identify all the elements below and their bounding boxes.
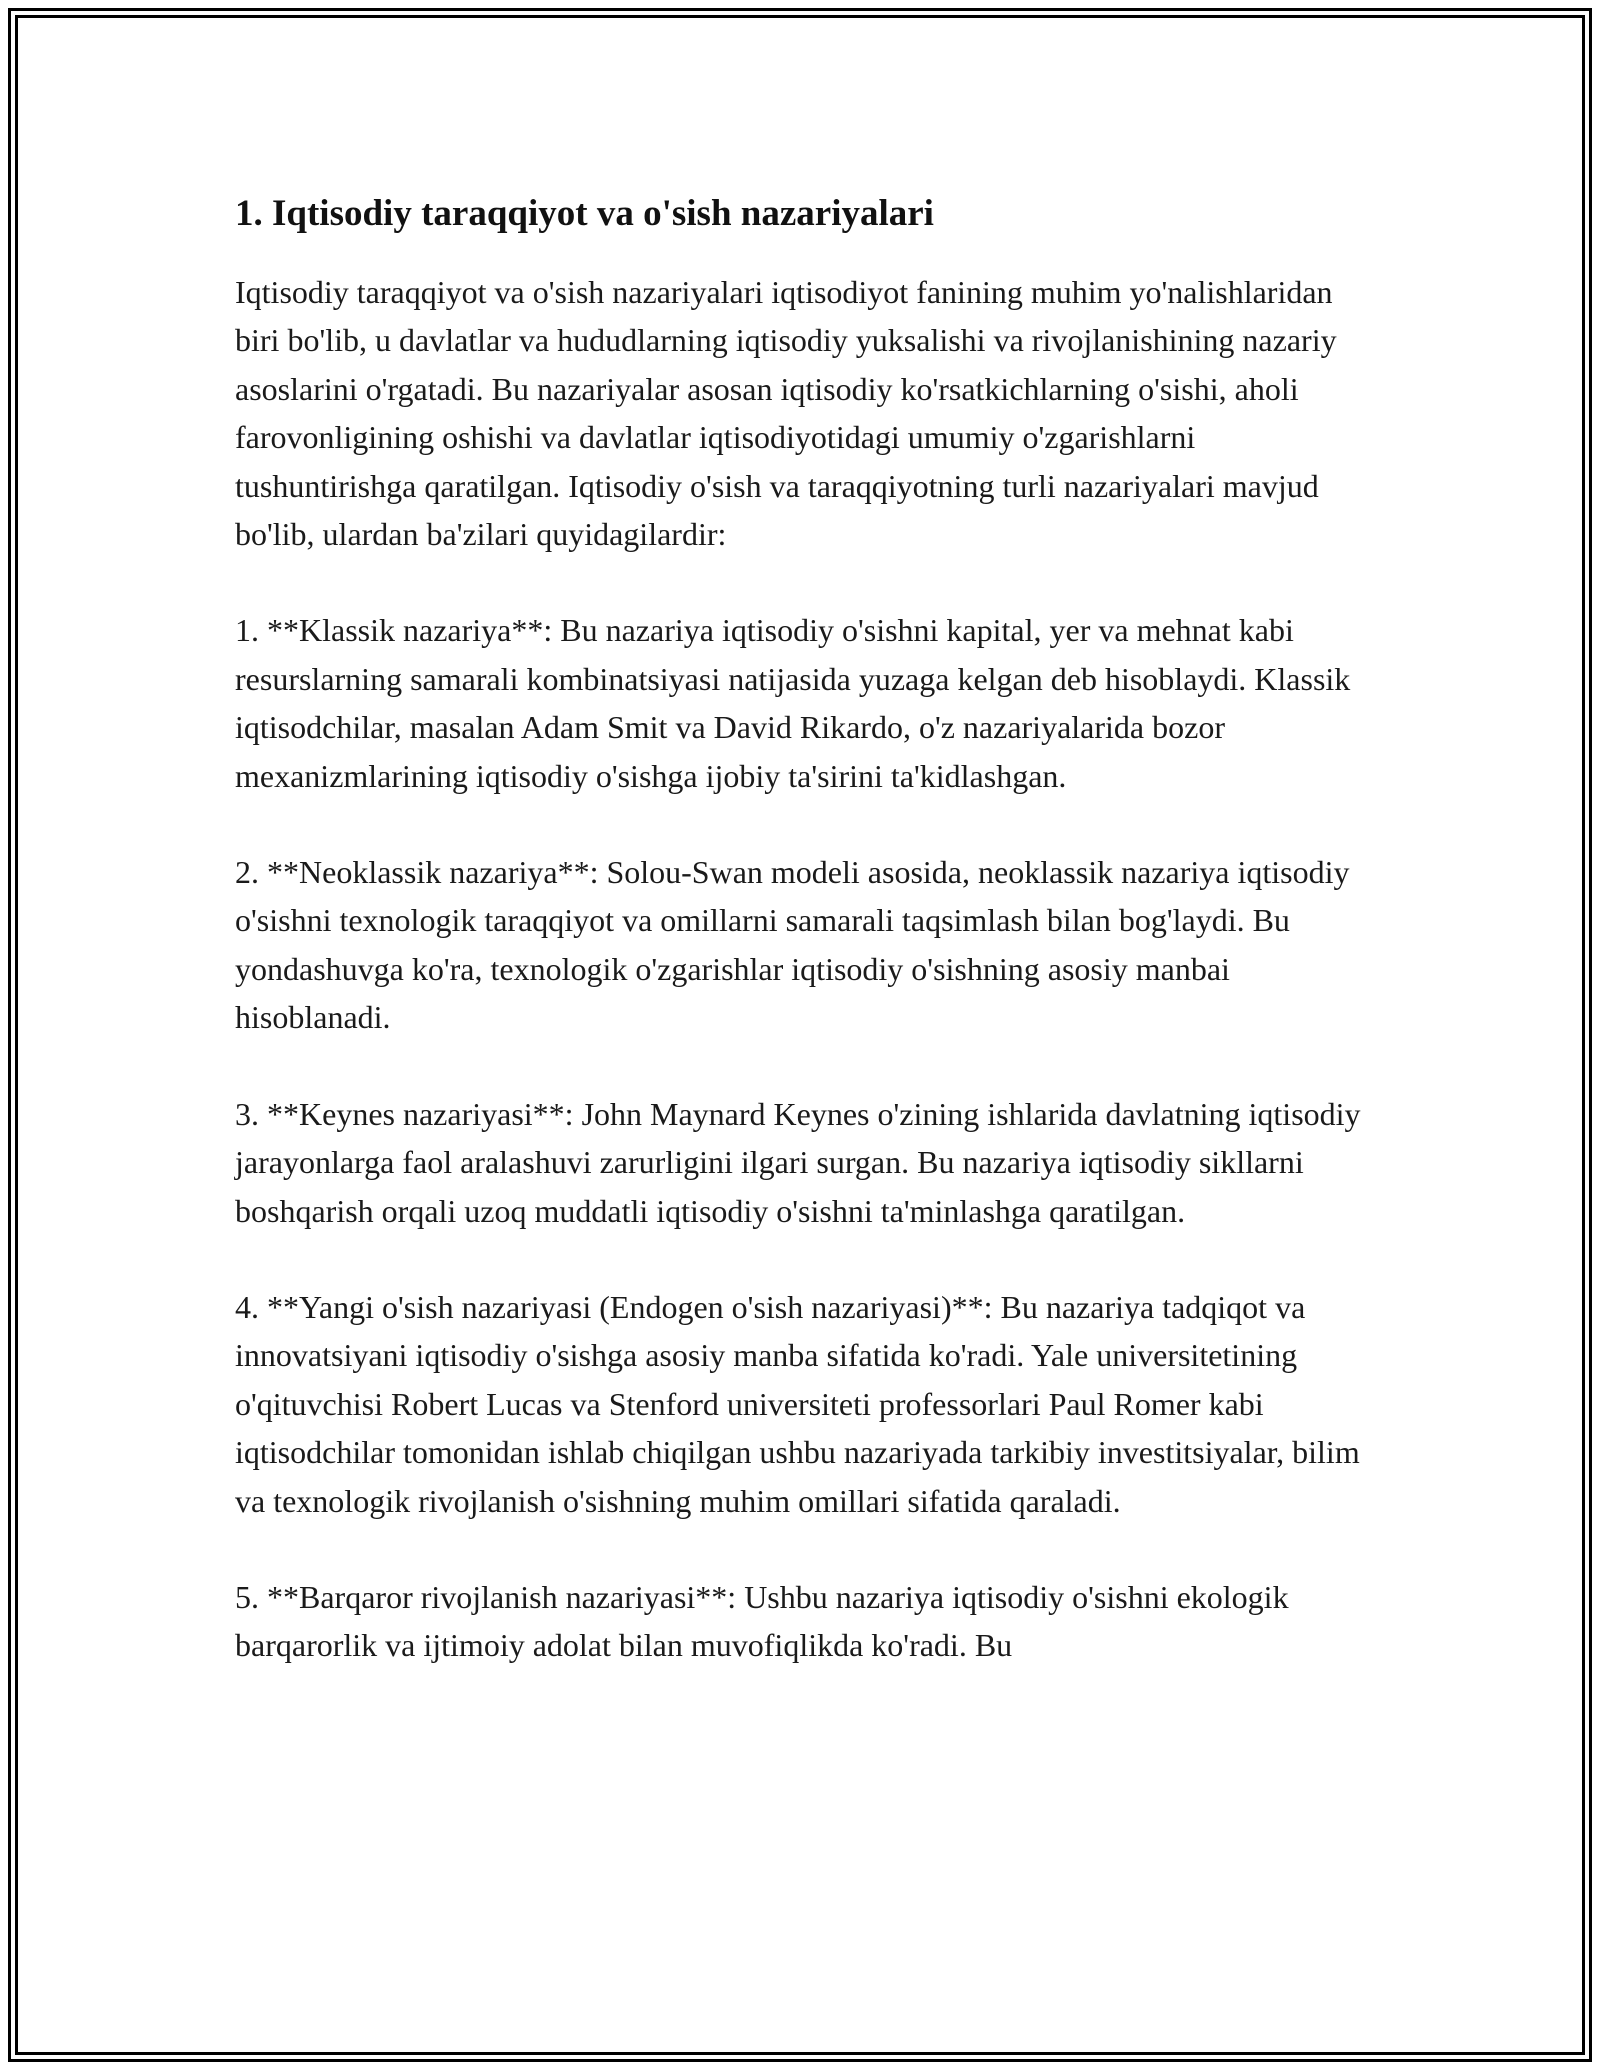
paragraph-neoclassical-theory: 2. **Neoklassik nazariya**: Solou-Swan modeli asosida, neoklassik nazariya iqtisodiy o'sishni texnologik taraqqiyot va omillarni samarali taqsimlash bilan bog'laydi. Bu yondashuvga ko'ra, texnologik o'zgarishlar iqtisodiy o'sishning asosiy manbai hisoblanadi. <box>235 854 1350 1036</box>
paragraph-sustainable-development-theory: 5. **Barqaror rivojlanish nazariyasi**: Ushbu nazariya iqtisodiy o'sishni ekologik barqarorlik va ijtimoiy adolat bilan muvofiqlikda ko'radi. Bu <box>235 1578 1289 1664</box>
paragraph-keynes-theory: 3. **Keynes nazariyasi**: John Maynard Keynes o'zining ishlarida davlatning iqtisodiy jarayonlarga faol aralashuvi zarurligini ilgari surgan. Bu nazariya iqtisodiy sikllarni boshqarish orqali uzoq muddatli iqtisodiy o'sishni ta'minlashga qaratilgan. <box>235 1095 1361 1229</box>
paragraph-new-growth-theory: 4. **Yangi o'sish nazariyasi (Endogen o'sish nazariyasi)**: Bu nazariya tadqiqot va innovatsiyani iqtisodiy o'sishga asosiy manba sifatida ko'radi. Yale universitetining o'qituvchisi Robert Lucas va Stenford universiteti professorlari Paul Romer kabi iqtisodchilar tomonidan ishlab chiqilgan ushbu nazariyada tarkibiy investitsiyalar, bilim va texnologik rivojlanish o'sishning muhim omillari sifatida qaraladi. <box>235 1288 1360 1519</box>
paragraph-classical-theory: 1. **Klassik nazariya**: Bu nazariya iqtisodiy o'sishni kapital, yer va mehnat kabi resurslarning samarali kombinatsiyasi natijasida yuzaga kelgan deb hisoblaydi. Klassik iqtisodchilar, masalan Adam Smit va David Rikardo, o'z nazariyalarida bozor mexanizmlarining iqtisodiy o'sishga ijobiy ta'sirini ta'kidlashgan. <box>235 612 1351 794</box>
intro-paragraph: Iqtisodiy taraqqiyot va o'sish nazariyalari iqtisodiyot fanining muhim yo'nalishlaridan biri bo'lib, u davlatlar va hududlarning iqtisodiy yuksalishi va rivojlanishining nazariy asoslarini o'rgatadi. Bu nazariyalar asosan iqtisodiy ko'rsatkichlarning o'sishi, aholi farovonligining oshishi va davlatlar iqtisodiyotidagi umumiy o'zgarishlarni tushuntirishga qaratilgan. Iqtisodiy o'sish va taraqqiyotning turli nazariyalari mavjud bo'lib, ulardan ba'zilari quyidagilardir: <box>235 274 1337 553</box>
document-body <box>235 185 1375 1718</box>
document-title: 1. Iqtisodiy taraqqiyot va o'sish nazariyalari <box>235 193 934 234</box>
